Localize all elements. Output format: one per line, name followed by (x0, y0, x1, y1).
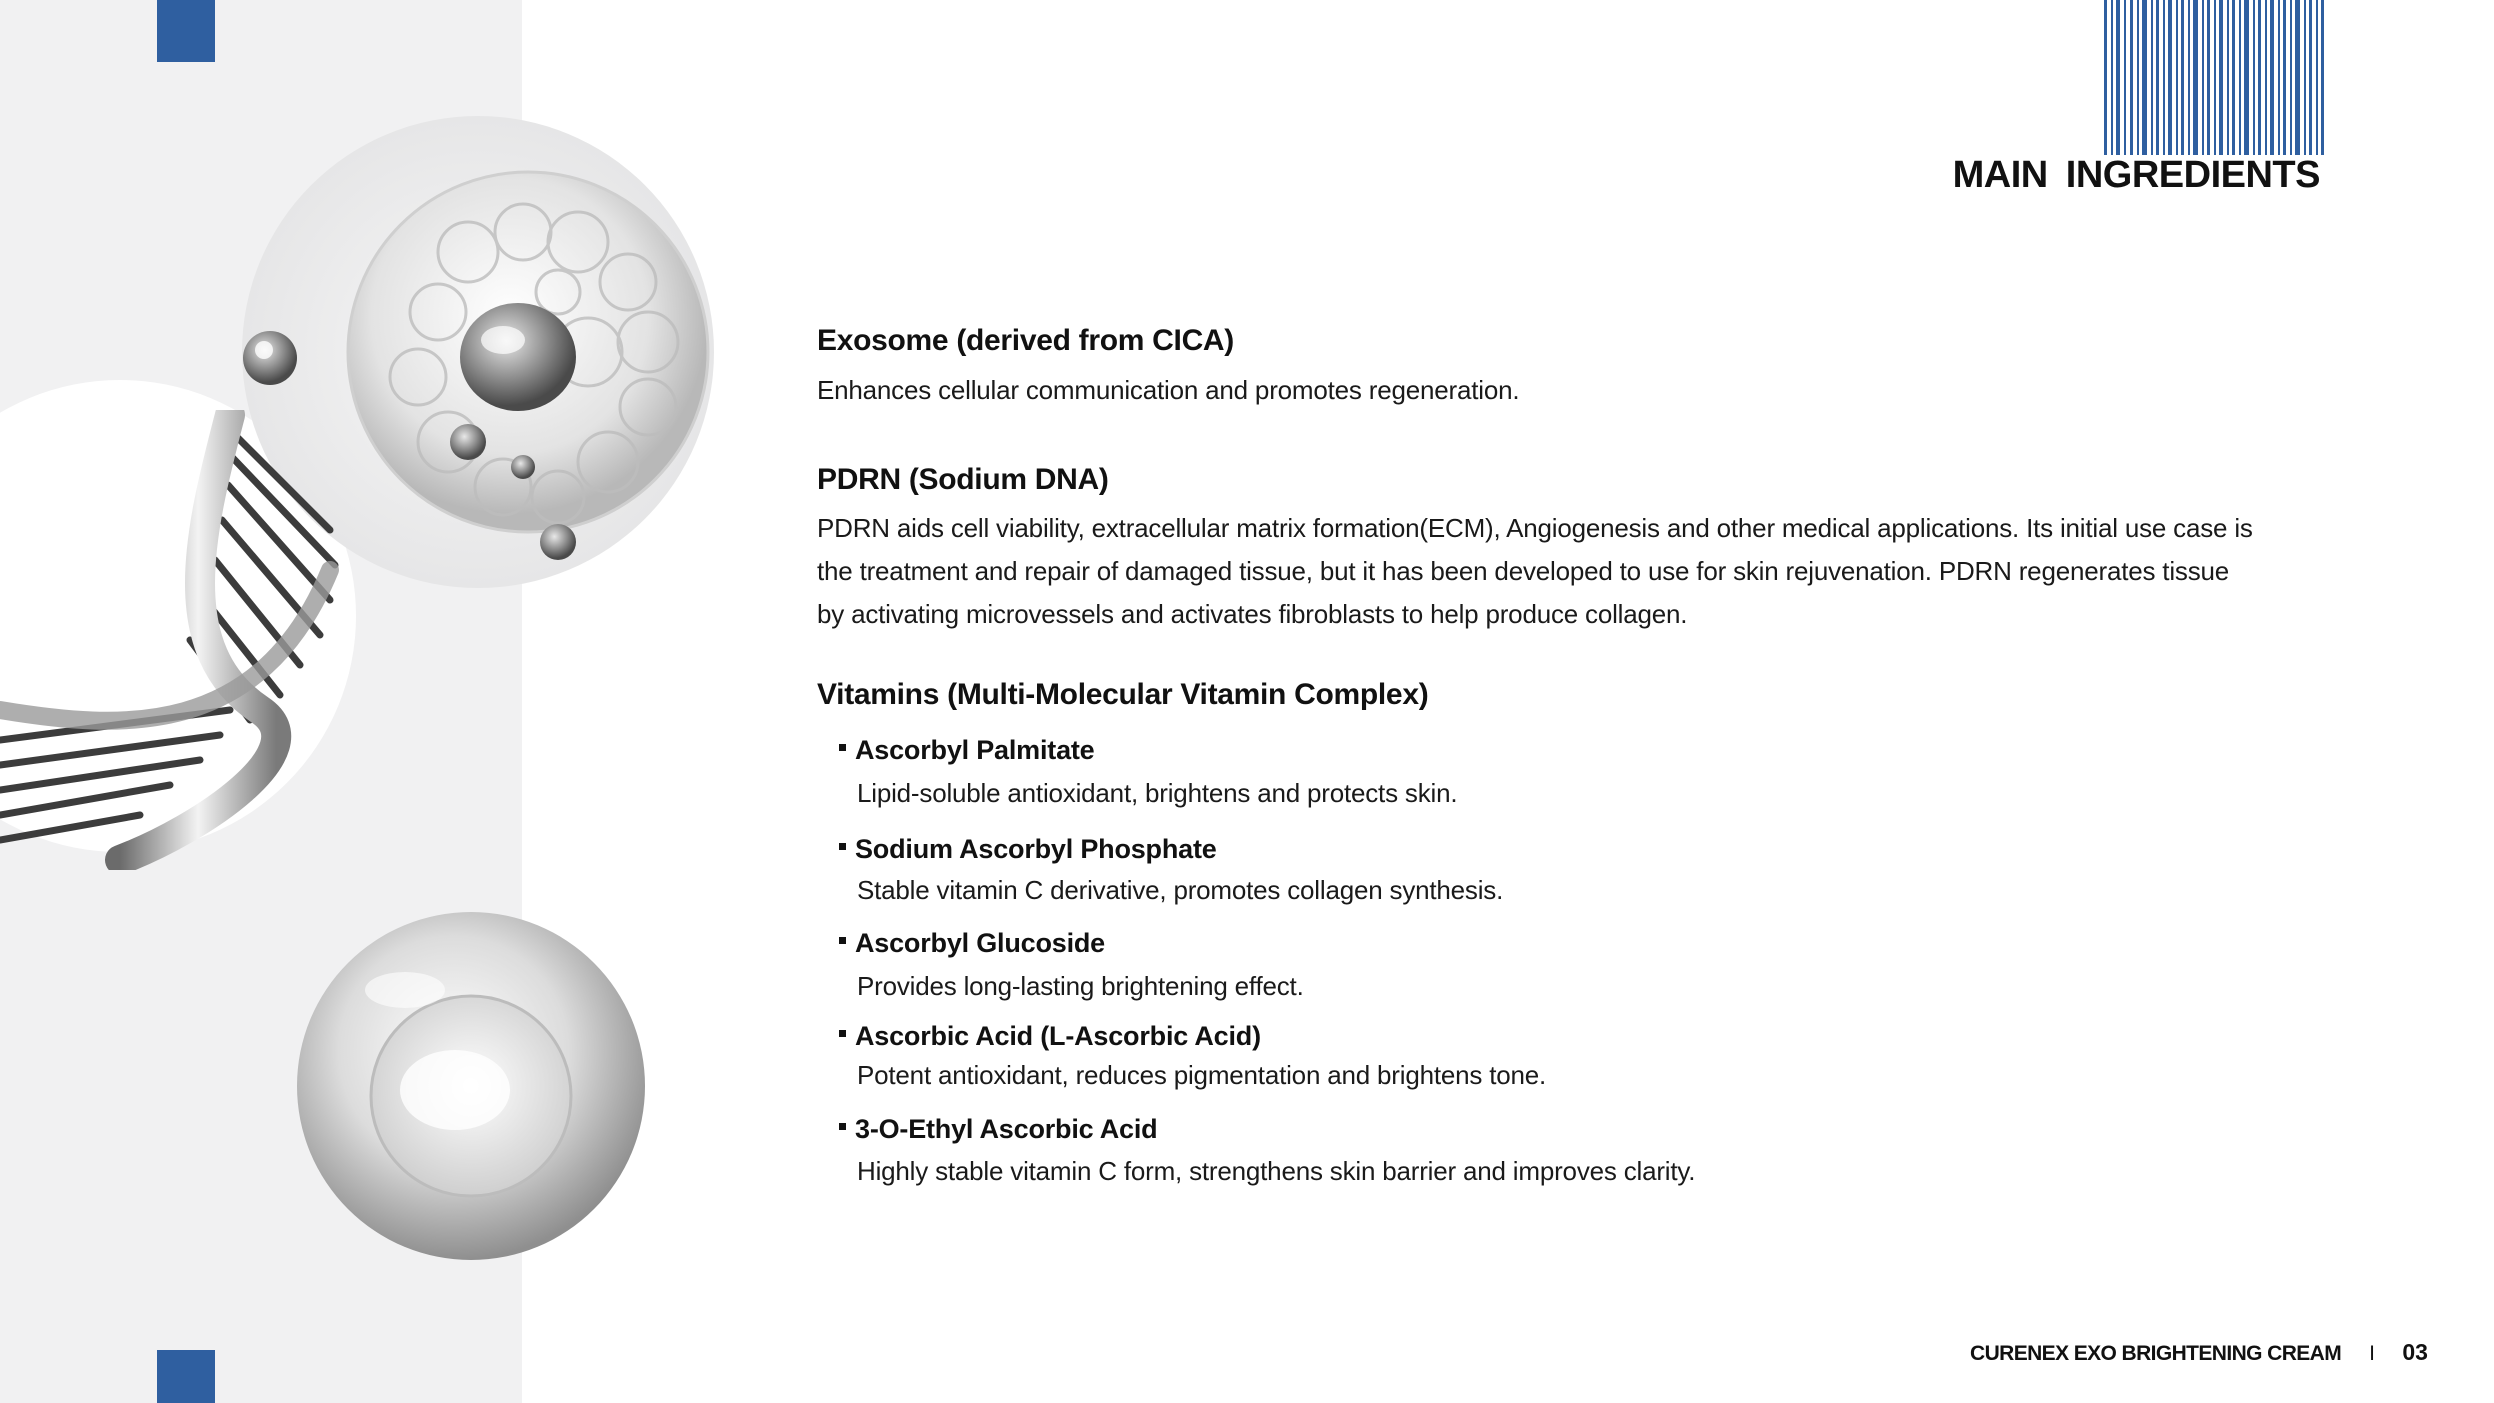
bullet-icon (839, 843, 846, 850)
footer-product-name: CURENEX EXO BRIGHTENING CREAM (1970, 1342, 2342, 1365)
page-title: MAIN INGREDIENTS (1952, 154, 2320, 196)
bullet-icon (839, 1123, 846, 1130)
vitamin-item-name: Ascorbyl Glucoside (839, 928, 1105, 959)
ingredient-description: the treatment and repair of damaged tissue, but it has been developed to use for skin rejuvenation. PDRN regenerates tissue (817, 556, 2230, 586)
footer-separator: I (2369, 1342, 2375, 1365)
vitamin-item-name: Ascorbyl Palmitate (839, 735, 1095, 766)
droplet-sphere-image (295, 910, 647, 1262)
vitamin-item-name: Ascorbic Acid (L-Ascorbic Acid) (839, 1021, 1261, 1052)
ingredient-heading-pdrn: PDRN (Sodium DNA) (817, 463, 1109, 496)
bullet-icon (839, 744, 846, 751)
accent-square-top (157, 0, 215, 62)
ingredient-description: Enhances cellular communication and promotes regeneration. (817, 375, 1520, 405)
vitamin-item-description: Potent antioxidant, reduces pigmentation and brightens tone. (857, 1060, 1547, 1090)
vitamin-item-description: Provides long-lasting brightening effect. (857, 971, 1304, 1001)
barcode-graphic (2104, 0, 2324, 155)
ingredient-description: by activating microvessels and activates fibroblasts to help produce collagen. (817, 599, 1688, 629)
bullet-icon (839, 1030, 846, 1037)
accent-square-bottom (157, 1350, 215, 1403)
vitamin-item-description: Stable vitamin C derivative, promotes collagen synthesis. (857, 875, 1504, 905)
vitamin-item-description: Highly stable vitamin C form, strengthens skin barrier and improves clarity. (857, 1156, 1696, 1186)
ingredient-description: PDRN aids cell viability, extracellular matrix formation(ECM), Angiogenesis and other medical applications. Its initial use case is (817, 513, 2253, 543)
vitamin-item-description: Lipid-soluble antioxidant, brightens and protects skin. (857, 778, 1458, 808)
vitamin-item-name: 3-O-Ethyl Ascorbic Acid (839, 1114, 1157, 1145)
ingredient-heading-exosome: Exosome (derived from CICA) (817, 324, 1234, 357)
page-number: 03 (2402, 1339, 2428, 1365)
vitamin-item-name: Sodium Ascorbyl Phosphate (839, 834, 1217, 865)
ingredient-heading-vitamins: Vitamins (Multi-Molecular Vitamin Complex) (817, 678, 1429, 711)
dna-helix-image (0, 410, 360, 870)
bullet-icon (839, 937, 846, 944)
page-footer (1970, 1339, 2428, 1366)
